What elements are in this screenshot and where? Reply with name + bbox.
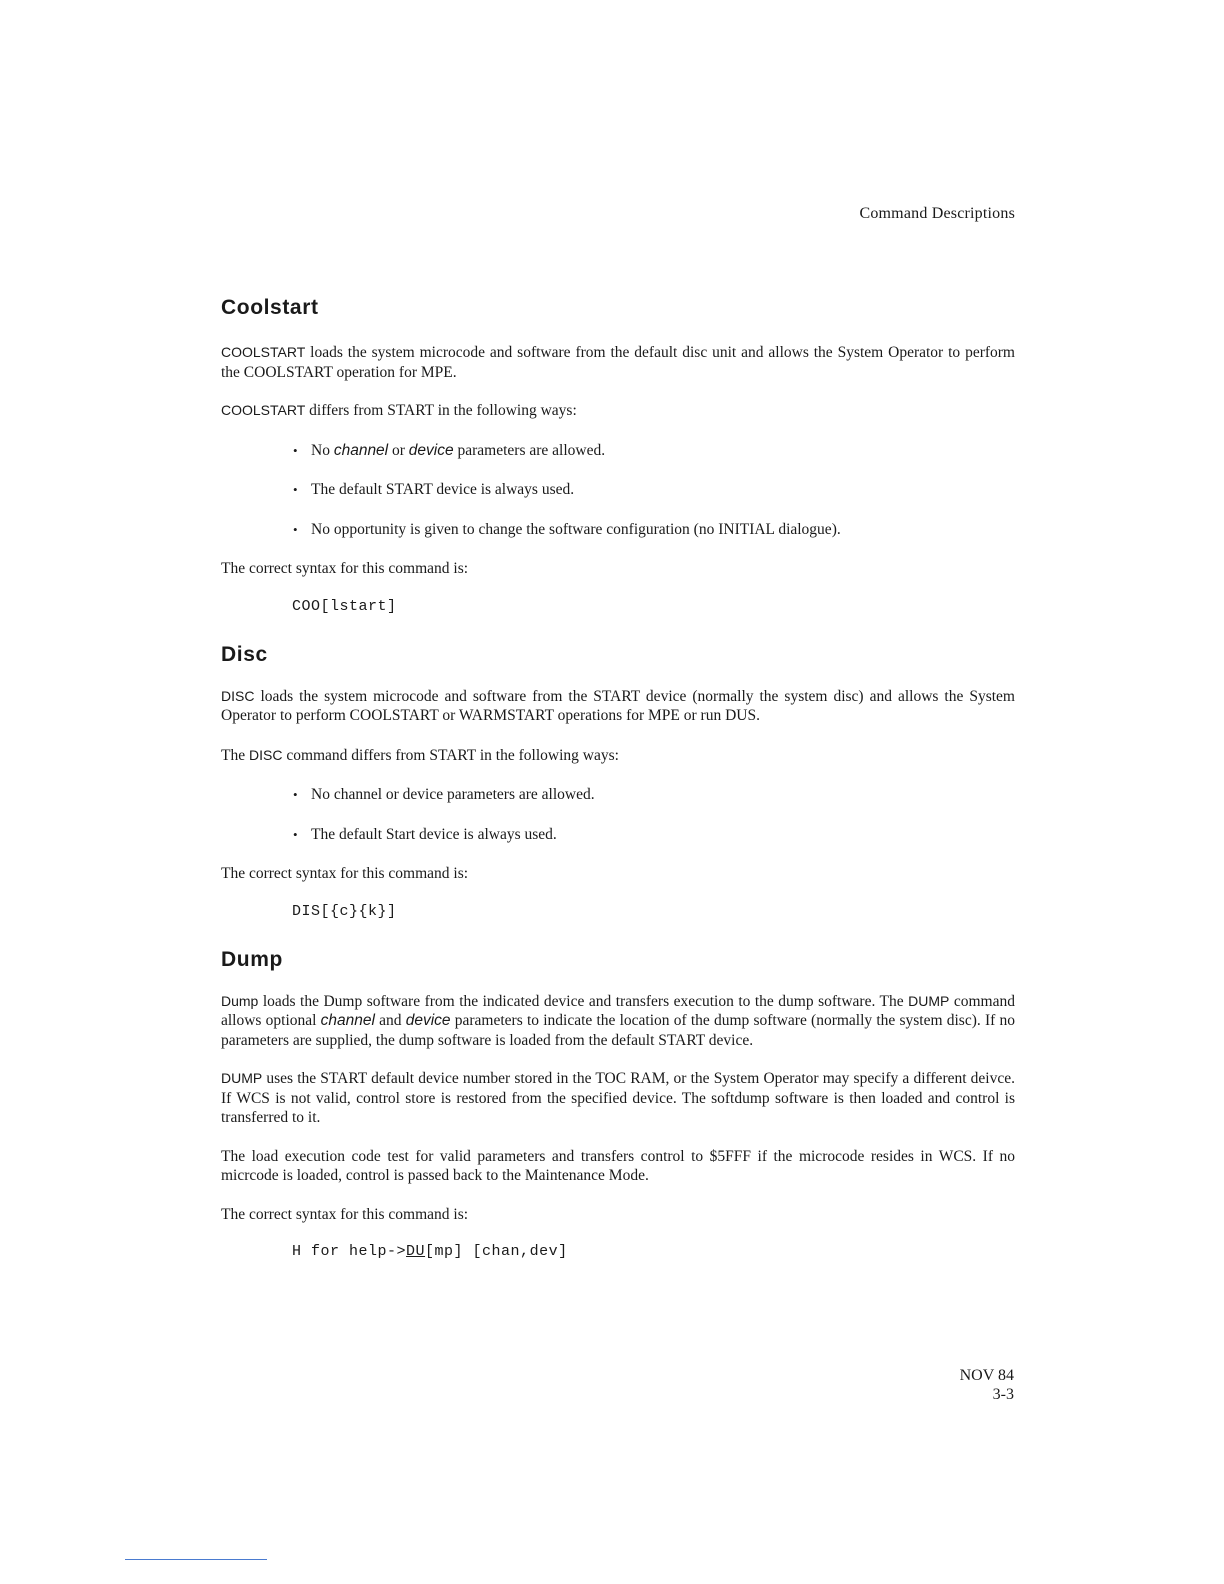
dump-execution-description: The load execution code test for valid parameters and transfers control to $5FFF if the microcode resides in WCS. If no micrcode is loaded, control is passed back to the Maintenance Mode. — [221, 1147, 1015, 1184]
paragraph-text: and — [374, 1012, 406, 1029]
channel-param: channel — [320, 1012, 375, 1029]
dump-heading: Dump — [221, 947, 283, 971]
command-name: DUMP — [908, 992, 950, 1009]
command-name: DISC — [221, 687, 255, 704]
command-abbrev: DU — [406, 1243, 426, 1260]
paragraph-text: command allows optional — [221, 992, 1015, 1029]
paragraph-text: loads the system microcode and software from the START device (normally the system disc) and allows the System Operator to perform COOLSTART or WARMSTART operations for MPE or run DUS. — [221, 687, 1015, 724]
paragraph-text: The — [221, 746, 249, 764]
footnote-rule — [125, 1559, 267, 1560]
disc-differences — [221, 746, 1015, 766]
syntax-intro: The correct syntax for this command is: — [221, 560, 469, 577]
disc-heading: Disc — [221, 642, 268, 666]
paragraph-text: loads the system microcode and software from the default disc unit and allows the System Operator to perform the COOLSTART operation for MPE. — [221, 344, 1015, 381]
list-item — [293, 441, 1015, 461]
disc-bullet-list — [221, 785, 1015, 844]
command-name: DUMP — [221, 1070, 263, 1086]
device-param: device — [405, 1012, 451, 1029]
list-item: • No channel or device parameters are allowed. — [293, 785, 1015, 805]
coolstart-bullet-list — [221, 441, 1015, 540]
coolstart-description — [221, 343, 1015, 382]
paragraph-text: uses the START default device number stored in the TOC RAM, or the System Operator may specify a different deivce. If WCS is not valid, control store is restored from the specified device. The softdump software is then loaded and control is transferred to it. — [221, 1070, 1015, 1126]
coolstart-syntax: COO[lstart] — [292, 597, 397, 615]
command-name: COOLSTART — [221, 344, 306, 360]
dump-toc-description — [221, 1069, 1015, 1128]
syntax-intro: The correct syntax for this command is: — [221, 1205, 469, 1223]
paragraph-text: command differs from START in the following ways: — [282, 746, 619, 764]
page-header: Command Descriptions — [859, 205, 1015, 222]
list-item: • The default START device is always used. — [293, 480, 1015, 500]
page-content — [221, 296, 1015, 1260]
device-param: device — [408, 441, 454, 459]
disc-syntax: DIS[{c}{k}] — [292, 902, 397, 920]
coolstart-heading: Coolstart — [221, 296, 319, 319]
dump-section — [221, 948, 1015, 1261]
list-item: • No opportunity is given to change the software configuration (no INITIAL dialogue). — [293, 520, 1015, 540]
page-number: 3-3 — [992, 1386, 1014, 1403]
coolstart-differences — [221, 401, 1015, 421]
coolstart-section — [221, 296, 1015, 615]
disc-section — [221, 643, 1015, 920]
paragraph-text: differs from START in the following ways: — [305, 402, 577, 419]
command-name: COOLSTART — [221, 402, 306, 418]
bullet-text: or — [388, 441, 409, 459]
dump-description — [221, 992, 1015, 1051]
syntax-args: [mp] [chan,dev] — [425, 1243, 568, 1260]
command-name: DISC — [248, 746, 283, 763]
paragraph-text: parameters to indicate the location of the dump software (normally the system disc). If no parameters are supplied, the dump software is loaded from the default START device. — [221, 1012, 1015, 1049]
prompt-text: H for help-> — [292, 1243, 407, 1260]
command-name: Dump — [221, 992, 259, 1009]
disc-description — [221, 687, 1015, 726]
bullet-text: parameters are allowed. — [453, 441, 606, 459]
bullet-text: No — [311, 441, 334, 459]
footer-date: NOV 84 — [959, 1367, 1014, 1384]
channel-param: channel — [333, 441, 389, 459]
paragraph-text: loads the Dump software from the indicated device and transfers execution to the dump software. The — [258, 992, 909, 1010]
list-item: • The default Start device is always used. — [293, 825, 1015, 845]
page-footer — [960, 1366, 1014, 1404]
dump-syntax — [221, 1243, 1015, 1260]
syntax-intro: The correct syntax for this command is: — [221, 865, 469, 882]
